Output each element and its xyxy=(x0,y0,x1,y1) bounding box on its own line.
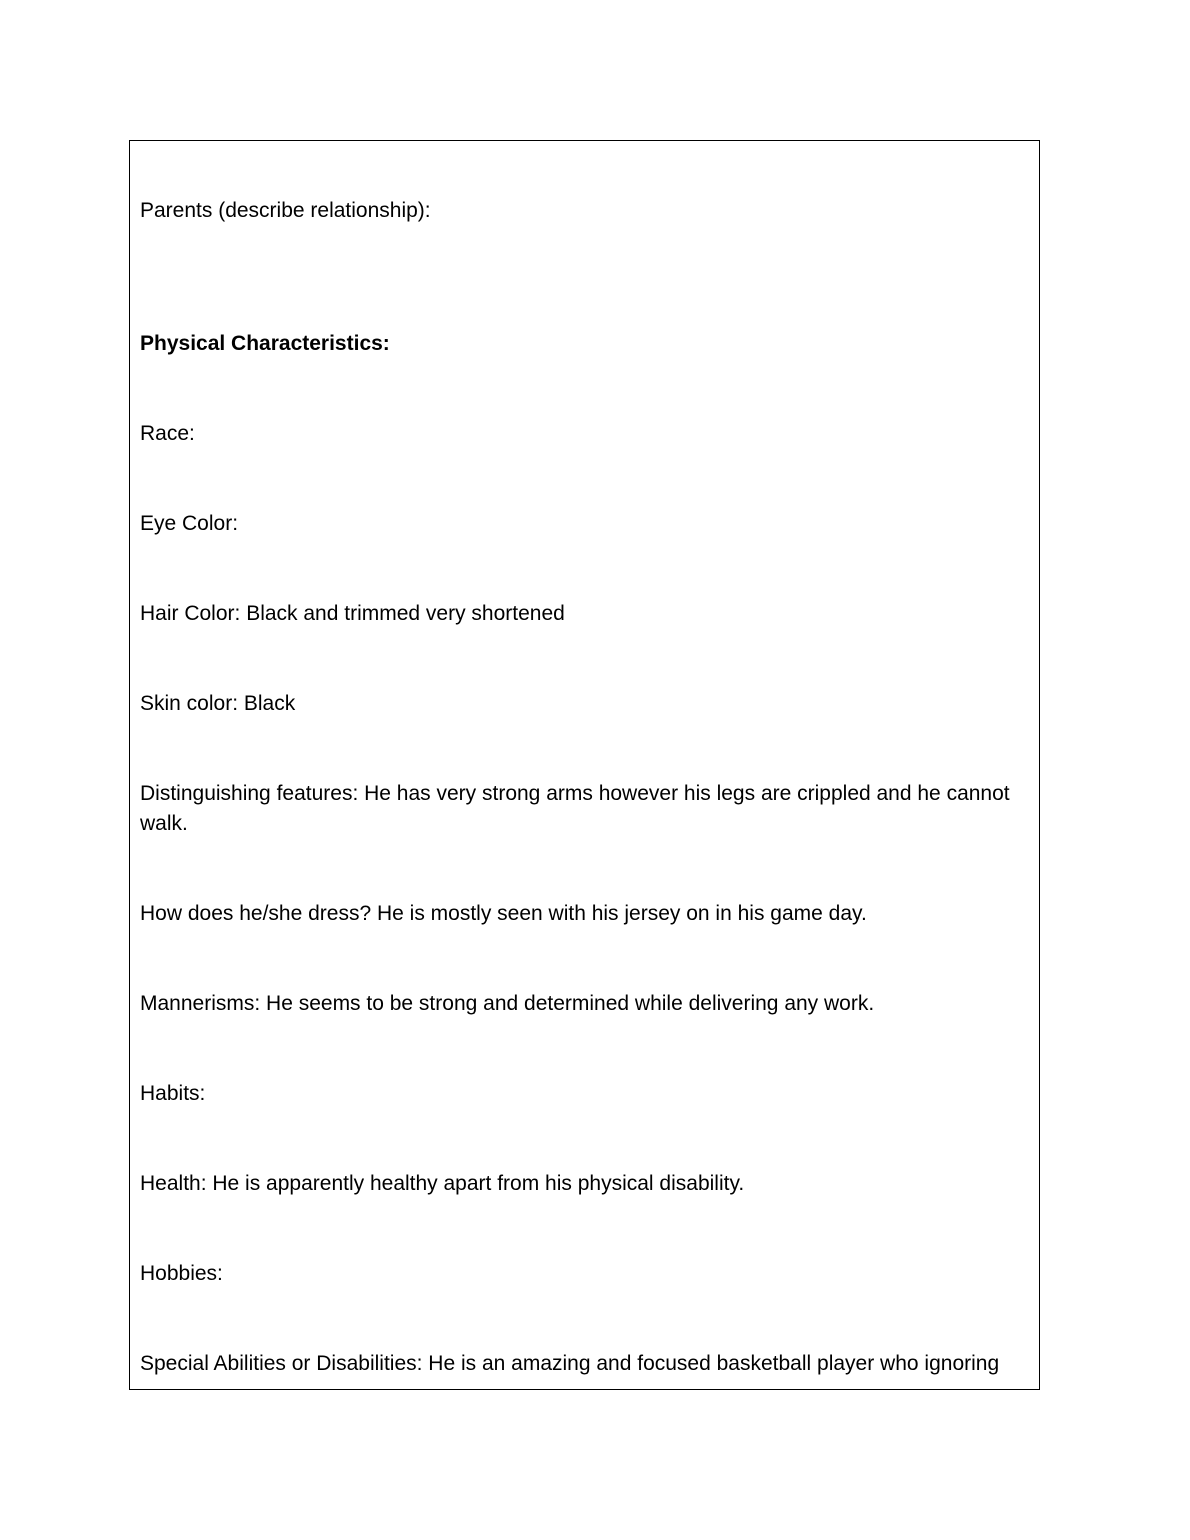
physical-characteristics-heading: Physical Characteristics: xyxy=(140,332,390,355)
special-abilities-field: Special Abilities or Disabilities: He is an amazing and focused basketball player who ignoring xyxy=(140,1352,1000,1375)
hobbies-field: Hobbies: xyxy=(140,1262,223,1285)
parents-field: Parents (describe relationship): xyxy=(140,199,431,222)
distinguishing-features-field: Distinguishing features: He has very strong arms however his legs are crippled and he cannot walk. xyxy=(140,782,1010,835)
skin-color-field: Skin color: Black xyxy=(140,692,296,715)
health-field: Health: He is apparently healthy apart from his physical disability. xyxy=(140,1172,745,1195)
race-field: Race: xyxy=(140,422,195,445)
character-profile-box xyxy=(129,140,1040,1390)
habits-field: Habits: xyxy=(140,1082,206,1105)
hair-color-field: Hair Color: Black and trimmed very shortened xyxy=(140,602,565,625)
mannerisms-field: Mannerisms: He seems to be strong and determined while delivering any work. xyxy=(140,992,875,1015)
dress-field: How does he/she dress? He is mostly seen with his jersey on in his game day. xyxy=(140,902,867,925)
eye-color-field: Eye Color: xyxy=(140,512,239,535)
